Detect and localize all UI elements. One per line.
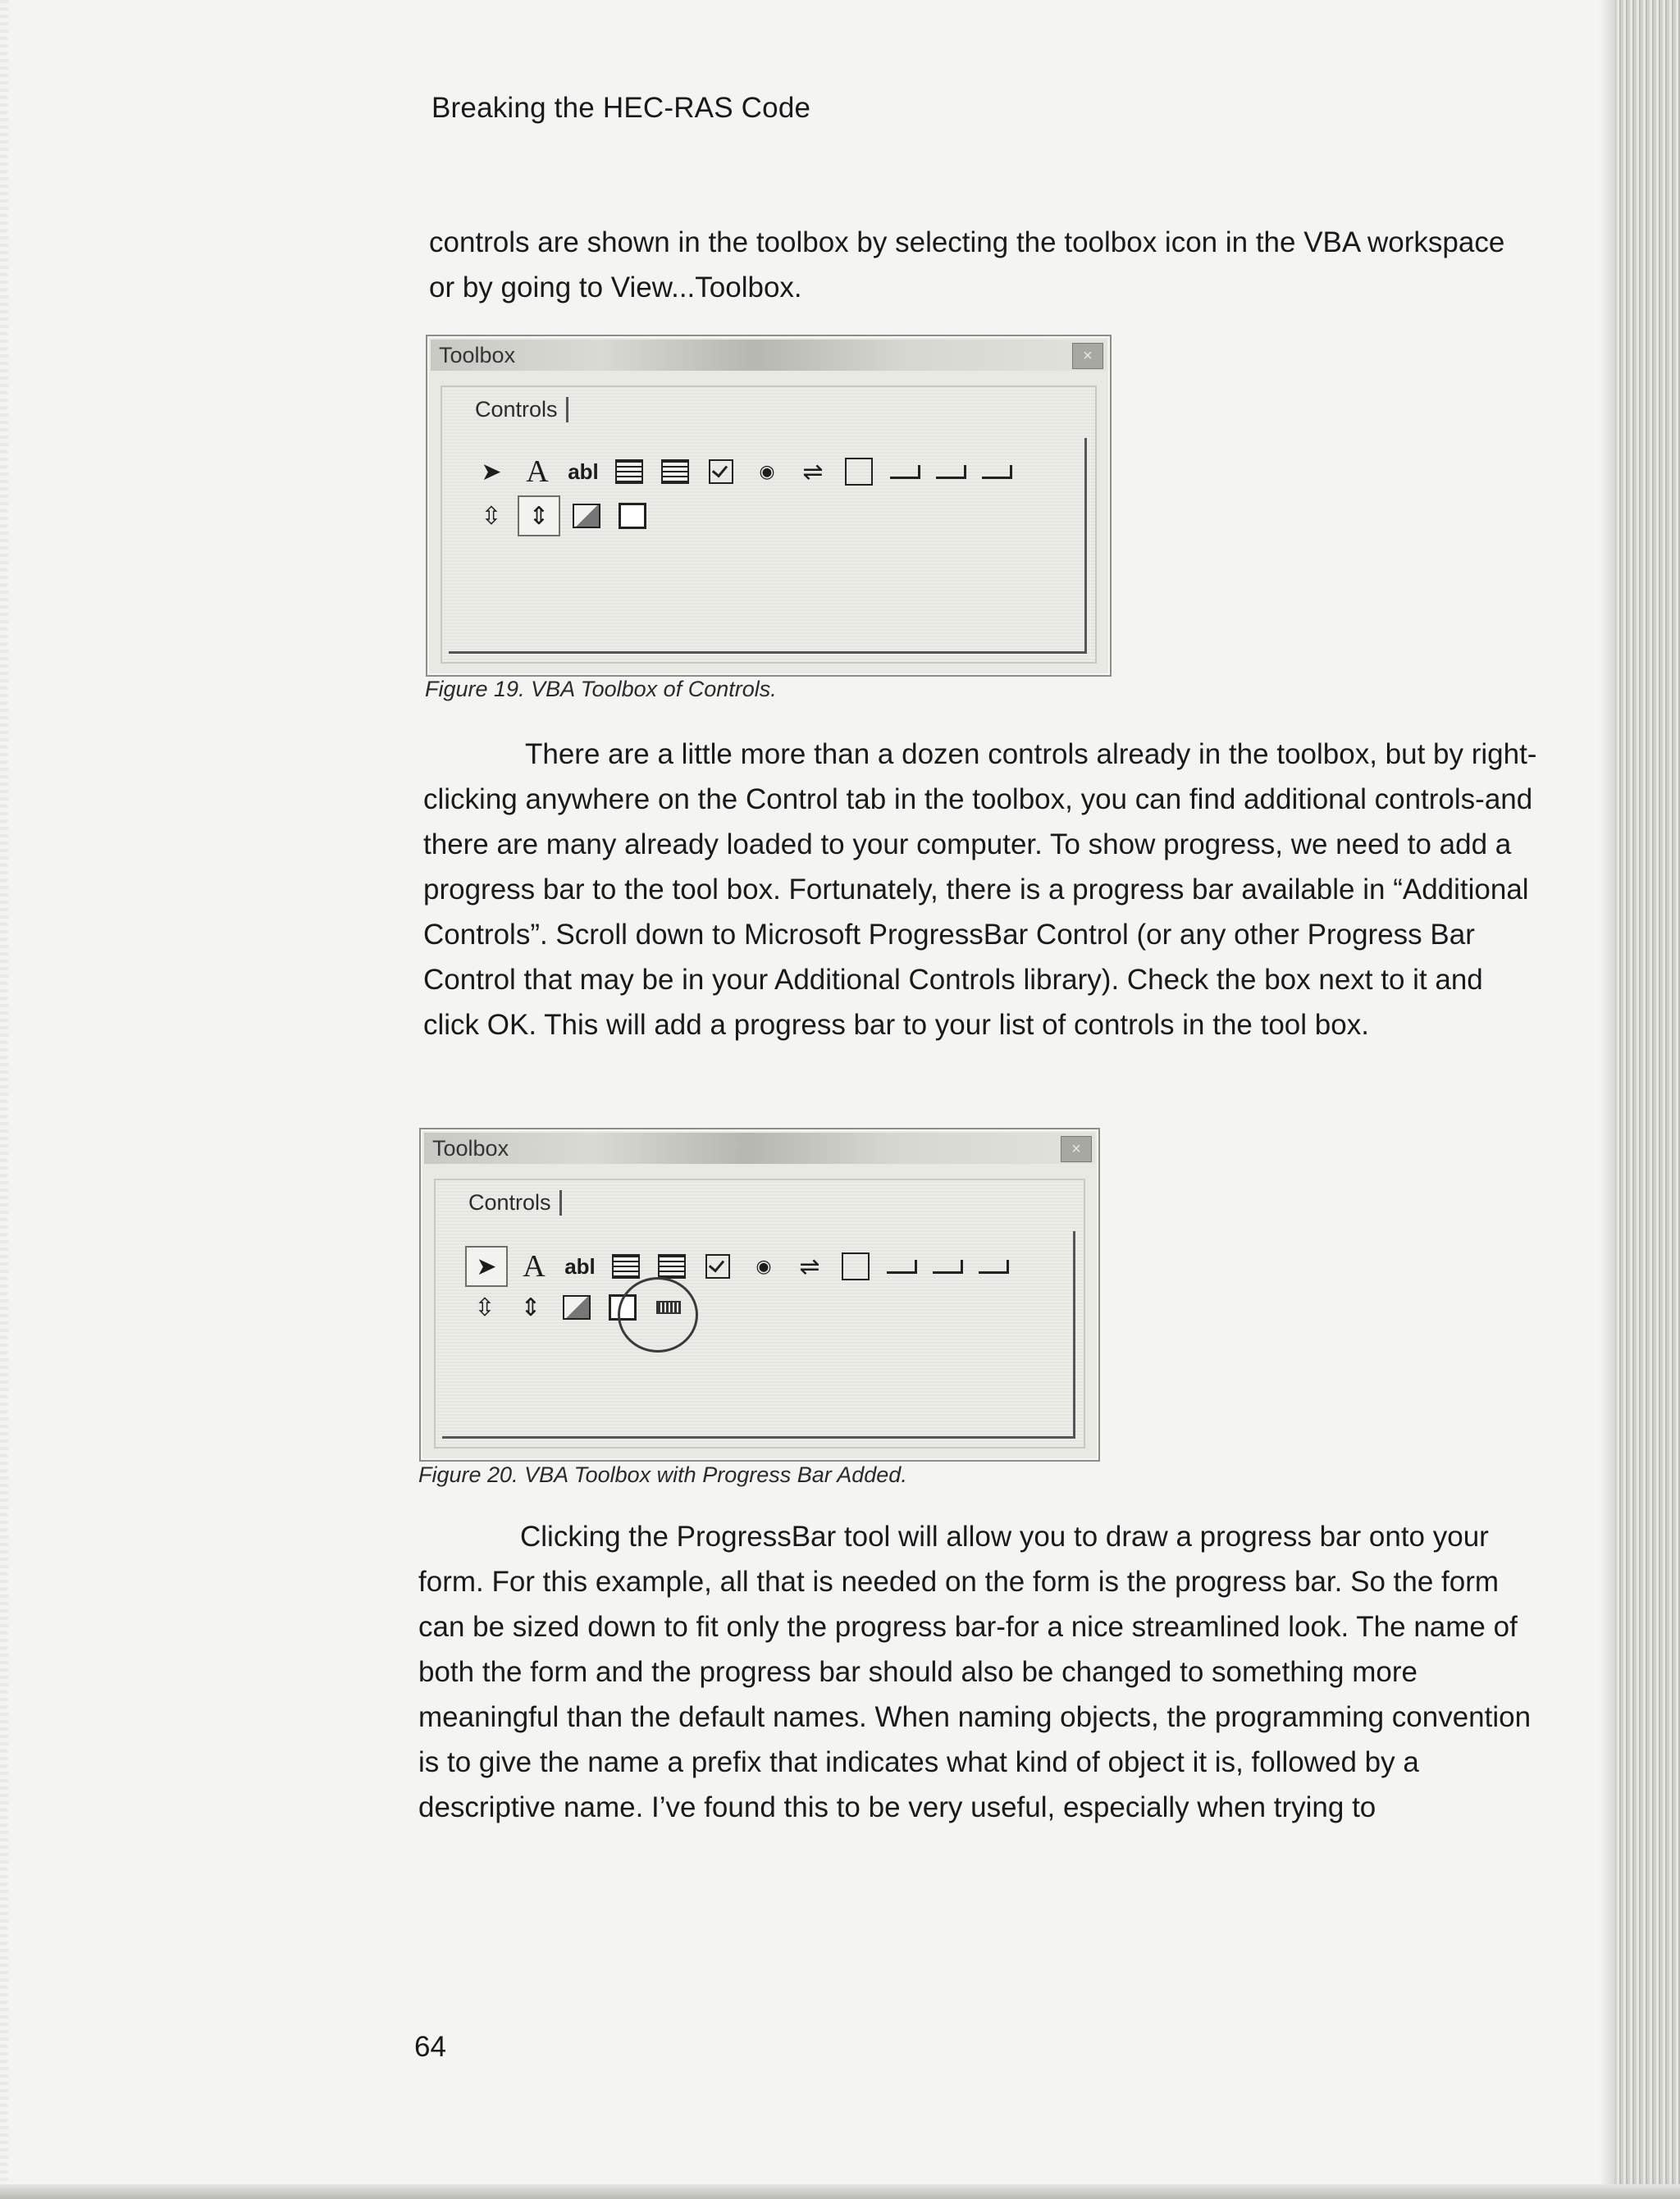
highlight-circle [618, 1277, 698, 1353]
tabstrip-icon[interactable] [928, 1248, 967, 1285]
toolbox-icon-row-1 [472, 453, 1023, 490]
scan-bottom-edge [0, 2184, 1680, 2199]
toggle-button-icon[interactable]: ⇌ [802, 458, 824, 486]
scan-left-edge [0, 0, 8, 2199]
command-button-icon[interactable] [882, 1248, 921, 1285]
tab-controls[interactable]: Controls [468, 1190, 562, 1216]
checkbox-icon[interactable] [698, 1248, 737, 1285]
spinbutton-icon[interactable]: ⇕ [518, 495, 560, 536]
toolbox-icon-row-1 [465, 1246, 1020, 1287]
tab-controls[interactable]: Controls [475, 397, 568, 422]
running-head: Breaking the HEC-RAS Code [431, 92, 811, 124]
pointer-icon[interactable]: ➤ [465, 1246, 508, 1287]
pointer-icon[interactable]: ➤ [481, 458, 502, 486]
figure-19-caption: Figure 19. VBA Toolbox of Controls. [425, 677, 777, 701]
image-icon[interactable] [567, 497, 606, 535]
refedit-icon[interactable] [613, 497, 652, 535]
checkbox-icon[interactable] [701, 453, 741, 490]
option-button-icon[interactable]: ◉ [759, 461, 775, 481]
toolbox-title: Toolbox [439, 343, 516, 367]
label-icon[interactable]: A [526, 454, 549, 489]
option-button-icon[interactable]: ◉ [756, 1256, 772, 1276]
toolbox-window-figure19 [426, 335, 1112, 677]
listbox-icon[interactable] [655, 453, 695, 490]
combobox-icon[interactable] [609, 453, 649, 490]
toolbox-window-figure20 [419, 1128, 1100, 1462]
label-icon[interactable]: A [523, 1249, 546, 1284]
toggle-button-icon[interactable]: ⇌ [799, 1252, 820, 1280]
paragraph-intro: controls are shown in the toolbox by selecting the toolbox icon in the VBA workspace or by going to View...Toolbox. [429, 226, 1505, 303]
toolbox-icon-row-2 [472, 495, 659, 536]
spinbutton-icon[interactable]: ⇕ [520, 1293, 541, 1321]
paragraph-additional-controls: There are a little more than a dozen controls already in the toolbox, but by right-clicking anywhere on the Control tab in the toolbox, you can find additional controls-and there are many already loaded to your computer. To show progress, we need to add a progress bar to the tool box. Fortunately, there is a progress bar available in “Additional Controls”. Scroll down to Microsoft ProgressBar Control (or any other Progress Bar Control that may be in your Additional Controls library). Check the box next to it and click OK. This will add a progress bar to your list of controls in the tool box. [423, 738, 1537, 1041]
toolbox-title: Toolbox [432, 1136, 509, 1161]
book-page-edges [1614, 0, 1680, 2199]
command-button-icon[interactable] [885, 453, 924, 490]
frame-icon[interactable] [839, 453, 879, 490]
close-button[interactable]: × [1061, 1136, 1092, 1162]
textbox-icon[interactable]: abl [568, 459, 599, 484]
scrollbar-icon[interactable]: ⇳ [474, 1293, 495, 1321]
scrollbar-icon[interactable]: ⇳ [481, 502, 502, 530]
page-number: 64 [414, 2031, 446, 2063]
toolbox-titlebar [431, 340, 1107, 371]
controls-pane [441, 386, 1097, 664]
image-icon[interactable] [557, 1289, 596, 1326]
toolbox-titlebar [424, 1133, 1095, 1164]
close-button[interactable]: × [1072, 343, 1103, 369]
paragraph-progressbar-tool: Clicking the ProgressBar tool will allow you to draw a progress bar onto your form. For this example, all that is needed on the form is the progress bar. So the form can be sized down to fit only the progress bar-for a nice streamlined look. The name of both the form and the progress bar should also be changed to something more meaningful than the default names. When naming objects, the programming convention is to give the name a prefix that indicates what kind of object it is, followed by a descriptive name. I’ve found this to be very useful, especially when trying to [418, 1521, 1532, 1823]
textbox-icon[interactable]: abl [564, 1253, 596, 1279]
figure-20-caption: Figure 20. VBA Toolbox with Progress Bar Added. [418, 1462, 907, 1487]
tabstrip-icon[interactable] [931, 453, 970, 490]
multipage-icon[interactable] [977, 453, 1016, 490]
frame-icon[interactable] [836, 1248, 875, 1285]
combobox-icon[interactable] [606, 1248, 646, 1285]
controls-pane [434, 1179, 1085, 1449]
multipage-icon[interactable] [974, 1248, 1013, 1285]
